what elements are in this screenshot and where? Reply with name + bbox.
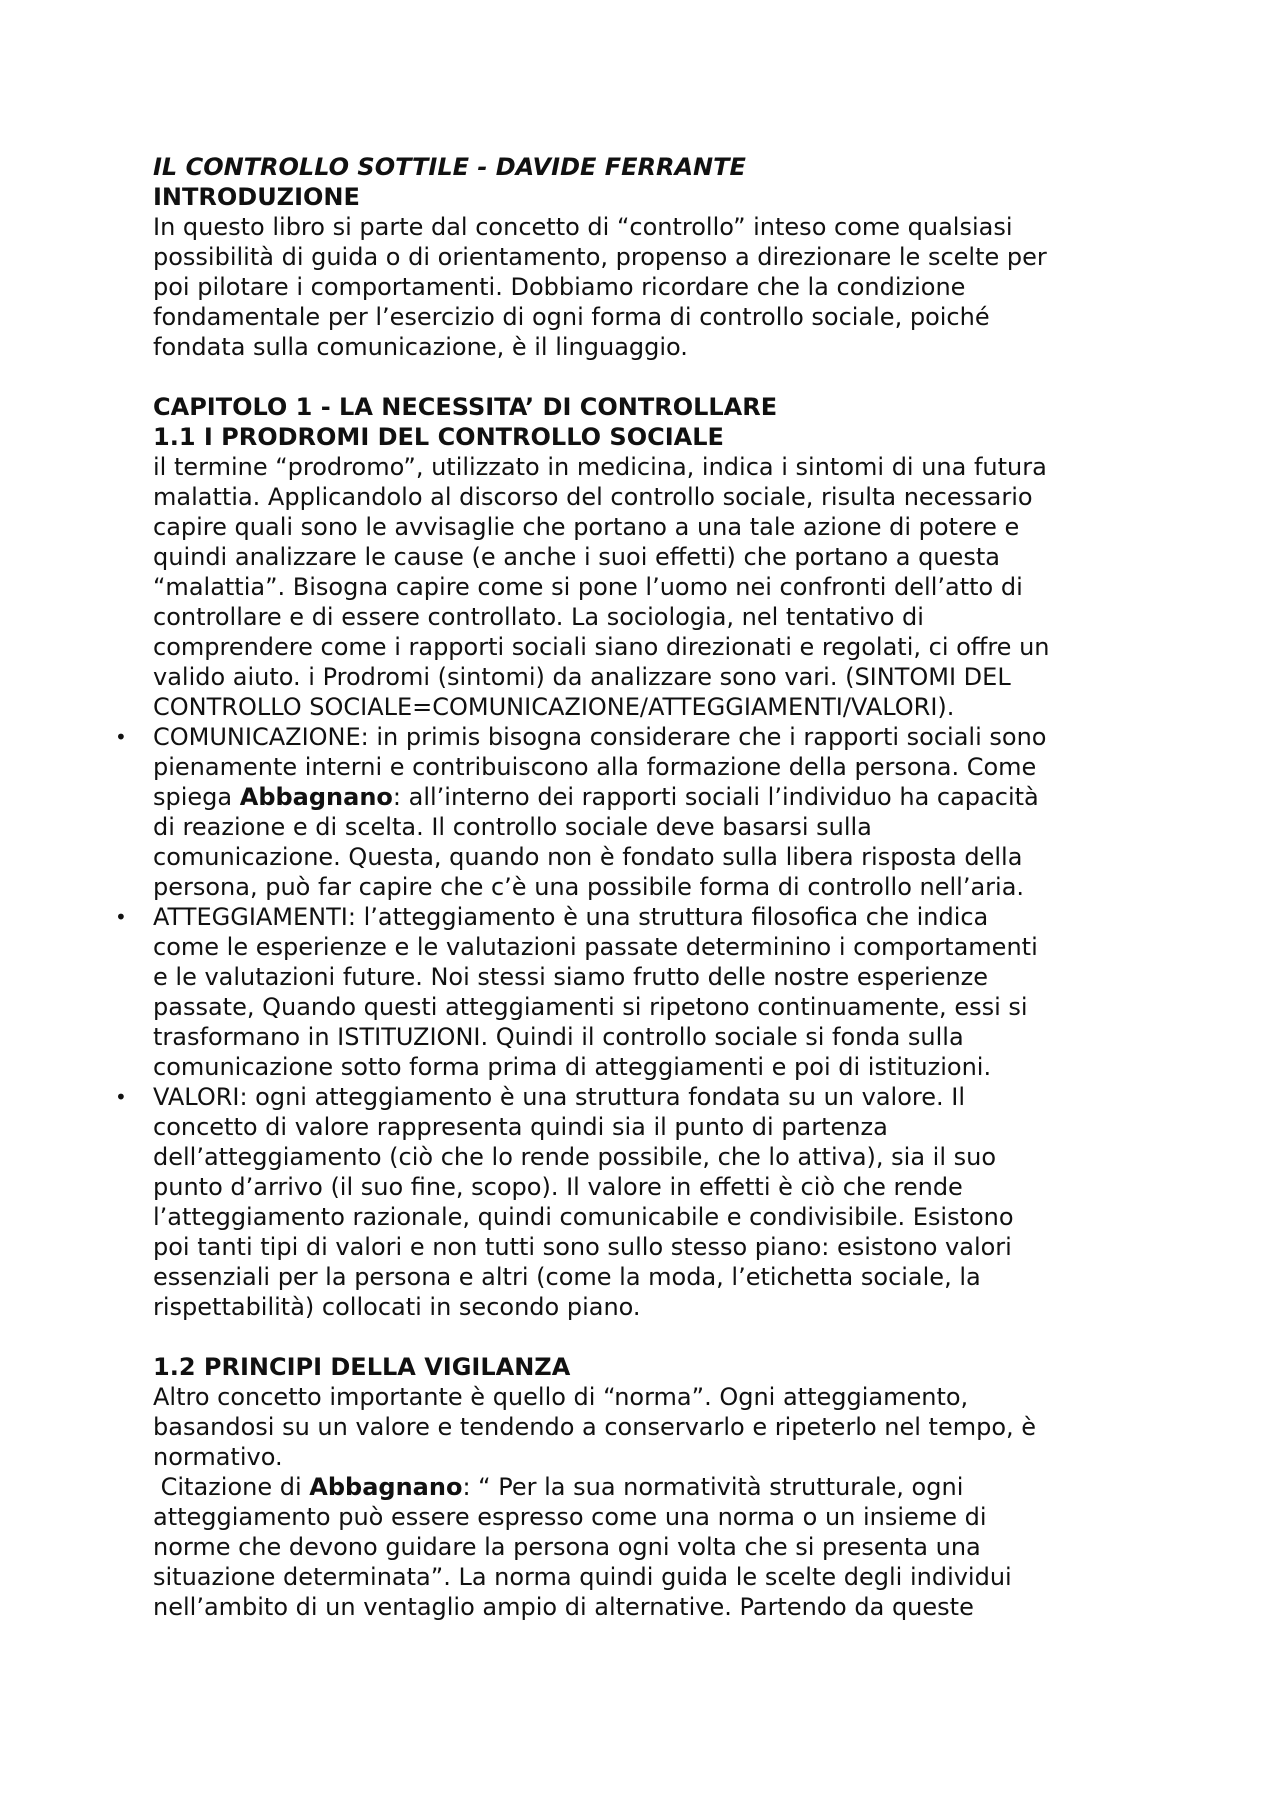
text-line: punto d’arrivo (il suo fine, scopo). Il valore in effetti è ciò che rende bbox=[153, 1173, 963, 1201]
text-line: fondamentale per l’esercizio di ogni forma di controllo sociale, poiché bbox=[153, 303, 990, 331]
section1-paragraph bbox=[153, 452, 1143, 722]
text-line: pienamente interni e contribuiscono alla formazione della persona. Come bbox=[153, 753, 1037, 781]
text-line: CONTROLLO SOCIALE=COMUNICAZIONE/ATTEGGIAMENTI/VALORI). bbox=[153, 693, 955, 721]
text-line: e le valutazioni future. Noi stessi siamo frutto delle nostre esperienze bbox=[153, 963, 989, 991]
text-line: Altro concetto importante è quello di “norma”. Ogni atteggiamento, bbox=[153, 1383, 969, 1411]
text-span: : all’interno dei rapporti sociali l’individuo ha capacità bbox=[392, 783, 1039, 811]
chapter-heading: CAPITOLO 1 - LA NECESSITA’ DI CONTROLLARE bbox=[153, 393, 778, 421]
text-line: passate, Quando questi atteggiamenti si ripetono continuamente, essi si bbox=[153, 993, 1028, 1021]
list-item-valori bbox=[115, 1082, 1143, 1322]
bold-author-name: Abbagnano bbox=[239, 783, 393, 811]
text-line: l’atteggiamento razionale, quindi comunicabile e condivisibile. Esistono bbox=[153, 1203, 1014, 1231]
text-line: ATTEGGIAMENTI: l’atteggiamento è una struttura filosofica che indica bbox=[153, 903, 989, 931]
intro-heading: INTRODUZIONE bbox=[153, 183, 360, 211]
section-heading: 1.2 PRINCIPI DELLA VIGILANZA bbox=[153, 1353, 571, 1381]
text-line: di reazione e di scelta. Il controllo sociale deve basarsi sulla bbox=[153, 813, 872, 841]
text-line: concetto di valore rappresenta quindi sia il punto di partenza bbox=[153, 1113, 888, 1141]
text-line: malattia. Applicandolo al discorso del controllo sociale, risulta necessario bbox=[153, 483, 1033, 511]
document-body bbox=[115, 152, 1143, 1622]
text-line: trasformano in ISTITUZIONI. Quindi il controllo sociale si fonda sulla bbox=[153, 1023, 964, 1051]
text-line: dell’atteggiamento (ciò che lo rende possibile, che lo attiva), sia il suo bbox=[153, 1143, 997, 1171]
text-line: controllare e di essere controllato. La sociologia, nel tentativo di bbox=[153, 603, 924, 631]
text-line: VALORI: ogni atteggiamento è una struttura fondata su un valore. Il bbox=[153, 1083, 965, 1111]
text-span: spiega bbox=[153, 783, 240, 811]
section2-paragraph bbox=[153, 1382, 1143, 1622]
text-line: come le esperienze e le valutazioni passate determinino i comportamenti bbox=[153, 933, 1038, 961]
bullet-icon: • bbox=[115, 1085, 127, 1109]
text-line: comprendere come i rapporti sociali siano direzionati e regolati, ci offre un bbox=[153, 633, 1050, 661]
text-line bbox=[153, 1472, 1143, 1502]
text-line: COMUNICAZIONE: in primis bisogna considerare che i rapporti sociali sono bbox=[153, 723, 1047, 751]
text-line: “malattia”. Bisogna capire come si pone l’uomo nei confronti dell’atto di bbox=[153, 573, 1023, 601]
text-line: essenziali per la persona e altri (come la moda, l’etichetta sociale, la bbox=[153, 1263, 981, 1291]
section-heading: 1.1 I PRODROMI DEL CONTROLLO SOCIALE bbox=[153, 423, 724, 451]
text-line: valido aiuto. i Prodromi (sintomi) da analizzare sono vari. (SINTOMI DEL bbox=[153, 663, 1011, 691]
text-line: comunicazione sotto forma prima di atteggiamenti e poi di istituzioni. bbox=[153, 1053, 992, 1081]
text-line: comunicazione. Questa, quando non è fondato sulla libera risposta della bbox=[153, 843, 1023, 871]
text-span: : “ Per la sua normatività strutturale, ogni bbox=[462, 1473, 964, 1501]
spacer bbox=[153, 1322, 1143, 1352]
bullet-icon: • bbox=[115, 905, 127, 929]
text-line: atteggiamento può essere espresso come una norma o un insieme di bbox=[153, 1503, 987, 1531]
text-line: persona, può far capire che c’è una possibile forma di controllo nell’aria. bbox=[153, 873, 1025, 901]
text-line: situazione determinata”. La norma quindi guida le scelte degli individui bbox=[153, 1563, 1012, 1591]
intro-paragraph bbox=[153, 212, 1143, 362]
text-line: rispettabilità) collocati in secondo piano. bbox=[153, 1293, 641, 1321]
text-line: normativo. bbox=[153, 1443, 283, 1471]
text-line: fondata sulla comunicazione, è il linguaggio. bbox=[153, 333, 688, 361]
list-item-comunicazione bbox=[115, 722, 1143, 902]
bullet-icon: • bbox=[115, 725, 127, 749]
text-line: nell’ambito di un ventaglio ampio di alternative. Partendo da queste bbox=[153, 1593, 974, 1621]
bold-author-name: Abbagnano bbox=[309, 1473, 463, 1501]
document-title: IL CONTROLLO SOTTILE - DAVIDE FERRANTE bbox=[153, 153, 746, 181]
text-line: basandosi su un valore e tendendo a conservarlo e ripeterlo nel tempo, è bbox=[153, 1413, 1037, 1441]
text-line: il termine “prodromo”, utilizzato in medicina, indica i sintomi di una futura bbox=[153, 453, 1047, 481]
text-span: Citazione di bbox=[153, 1473, 310, 1501]
text-line: quindi analizzare le cause (e anche i suoi effetti) che portano a questa bbox=[153, 543, 1000, 571]
text-line: In questo libro si parte dal concetto di “controllo” inteso come qualsiasi bbox=[153, 213, 1013, 241]
list-item-atteggiamenti bbox=[115, 902, 1143, 1082]
spacer bbox=[153, 362, 1143, 392]
text-line: possibilità di guida o di orientamento, propenso a direzionare le scelte per bbox=[153, 243, 1047, 271]
text-line: poi tanti tipi di valori e non tutti sono sullo stesso piano: esistono valori bbox=[153, 1233, 1012, 1261]
text-line: norme che devono guidare la persona ogni volta che si presenta una bbox=[153, 1533, 981, 1561]
text-line: capire quali sono le avvisaglie che portano a una tale azione di potere e bbox=[153, 513, 1020, 541]
text-line: poi pilotare i comportamenti. Dobbiamo ricordare che la condizione bbox=[153, 273, 966, 301]
text-line bbox=[153, 782, 1143, 812]
